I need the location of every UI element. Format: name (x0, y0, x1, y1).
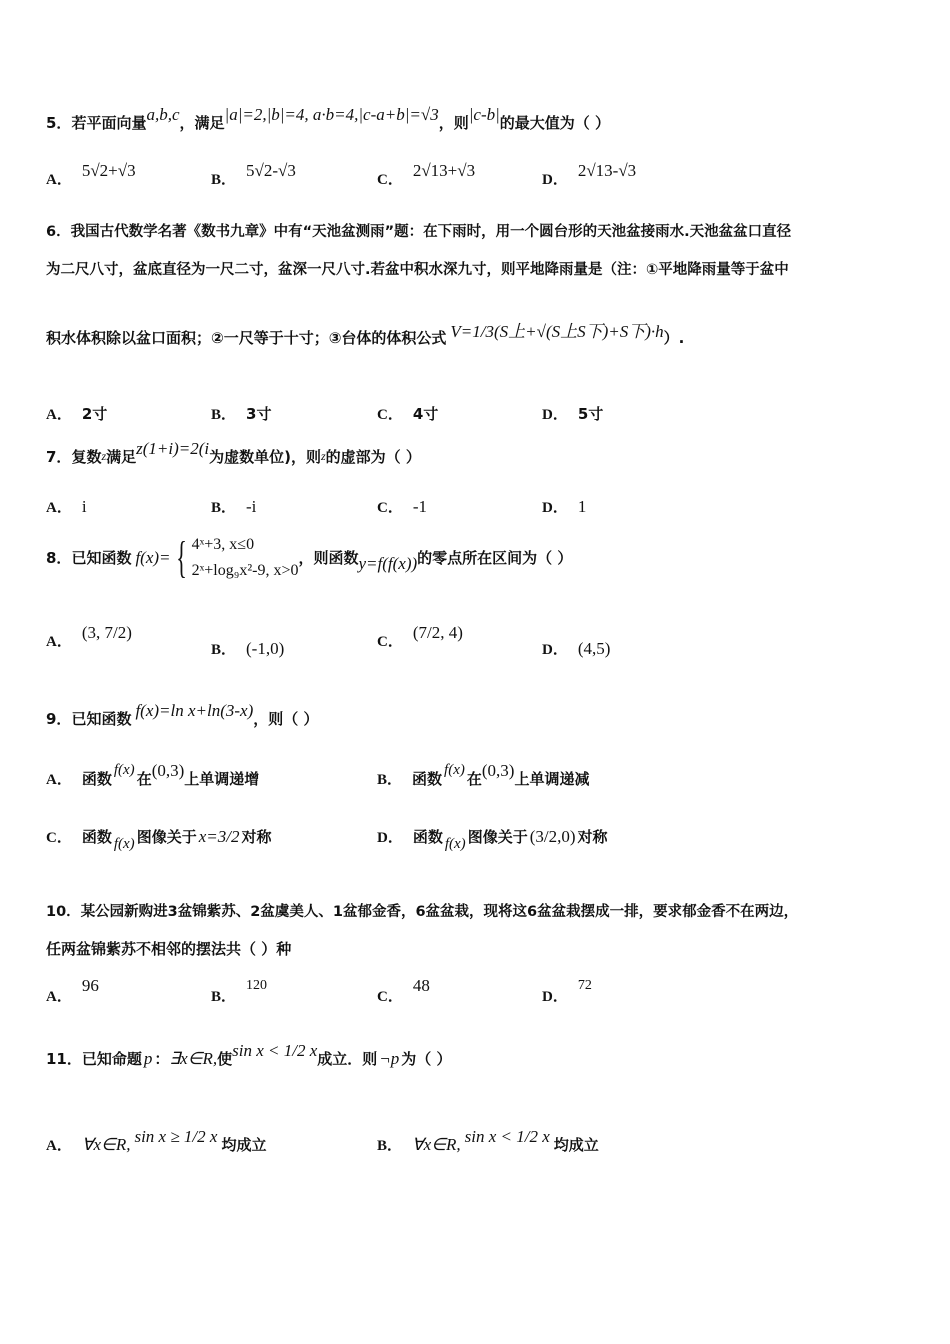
q6-option-b[interactable] (211, 403, 271, 424)
option-label: B． (211, 407, 237, 423)
q5-text-4: 的最大值为（ ） (499, 114, 611, 132)
q5-option-b[interactable] (211, 160, 296, 189)
q9-text-2: ，则（ ） (253, 710, 319, 728)
q5-option-a[interactable] (46, 160, 136, 189)
q8-option-a[interactable] (46, 622, 132, 650)
option-label: B． (211, 172, 237, 188)
option-label: A． (46, 500, 72, 516)
q9-text-1: 已知函数 (71, 710, 132, 728)
q7-option-a[interactable] (46, 496, 87, 517)
q9-option-a[interactable] (46, 760, 260, 789)
q10-number: 10． (46, 904, 81, 920)
q11-exists: ∃x∈R, (169, 1048, 218, 1068)
option-label: A． (46, 172, 72, 188)
option-value: 120 (246, 977, 268, 993)
option-value: 2√13+√3 (412, 160, 476, 180)
option-value: 1 (577, 496, 587, 516)
option-value: 2寸 (81, 405, 108, 423)
option-label: D． (542, 642, 568, 658)
q10-line-2 (46, 938, 291, 959)
q8-text-2: ，则函数 (298, 549, 359, 568)
option-label: A． (46, 407, 72, 423)
q9-option-c[interactable] (46, 826, 272, 852)
option-math: f(x) (113, 836, 135, 852)
option-text: 图像关于 (136, 828, 197, 846)
q10-text-2: 任两盆锦紫苏不相邻的摆法共（ ）种 (46, 940, 292, 958)
option-text: 在 (466, 770, 482, 788)
q8-option-c[interactable] (377, 622, 463, 650)
q10-option-a[interactable] (46, 975, 99, 1005)
option-label: B． (377, 1138, 403, 1154)
option-label: B． (211, 642, 237, 658)
option-text: 对称 (577, 828, 608, 846)
q7-option-b[interactable] (211, 496, 256, 517)
option-math: sin x < 1/2 x (464, 1126, 550, 1146)
q9-option-d[interactable] (377, 826, 608, 852)
option-label: B． (377, 772, 403, 788)
q8-cases (192, 532, 299, 583)
q9-option-b[interactable] (377, 760, 590, 789)
option-text: 上单调递增 (184, 770, 260, 788)
option-label: A． (46, 1138, 72, 1154)
option-value: 4寸 (412, 405, 439, 423)
option-label: A． (46, 989, 72, 1005)
option-label: D． (542, 407, 568, 423)
option-label: C． (46, 830, 72, 846)
q7-z: z (101, 449, 107, 463)
q8-number: 8． (46, 549, 72, 568)
q8-option-b[interactable] (211, 638, 284, 659)
option-label: D． (377, 830, 403, 846)
option-math: f(x) (444, 762, 465, 778)
q7-text-2: 满足 (106, 448, 137, 466)
option-math: x=3/2 (198, 826, 240, 846)
option-text: 函数 (412, 770, 443, 788)
option-value: (7/2, 4) (412, 622, 463, 642)
option-label: D． (542, 500, 568, 516)
q8-text-1: 已知函数 (71, 549, 132, 568)
option-math: (0,3) (481, 760, 515, 780)
option-label: C． (377, 172, 403, 188)
option-label: C． (377, 407, 403, 423)
q7-equation: z(1+i)=2(i (136, 438, 210, 458)
option-value: 72 (577, 977, 592, 993)
q5-condition: |a|=2,|b|=4, a·b=4,|c-a+b|=√3 (224, 104, 439, 124)
option-value: 48 (412, 975, 430, 995)
q9-function: f(x)=ln x+ln(3-x) (135, 700, 254, 720)
q6-line-2 (46, 258, 789, 279)
q9-number: 9． (46, 710, 72, 728)
option-label: D． (542, 172, 568, 188)
q7-text-4: 的虚部为（ ） (325, 448, 421, 466)
option-text: 图像关于 (467, 828, 528, 846)
q10-option-c[interactable] (377, 975, 430, 1005)
q6-line-3 (46, 322, 685, 350)
q7-text-1: 复数 (71, 448, 102, 466)
option-text: 对称 (241, 828, 272, 846)
option-value: (-1,0) (246, 638, 285, 658)
option-label: A． (46, 772, 72, 788)
option-text: 函数 (81, 828, 112, 846)
q10-option-d[interactable] (542, 975, 592, 1005)
q11-number: 11． (46, 1050, 82, 1068)
q5-option-d[interactable] (542, 160, 637, 189)
q8-y: y=f(f(x)) (358, 553, 418, 573)
q8-fx: f(x)= (135, 547, 171, 567)
q11-text-3: 使 (217, 1050, 233, 1068)
q11-text-1: 已知命题 (81, 1050, 142, 1068)
q11-text-2: ： (154, 1050, 170, 1068)
q7-z-2: z (321, 449, 326, 463)
q6-tail: ）. (663, 329, 685, 347)
option-label: B． (211, 989, 237, 1005)
q7-stem (46, 438, 421, 467)
q6-text-1: 我国古代数学名著《数书九章》中有“天池盆测雨”题：在下雨时，用一个圆台形的天池盆接雨水.天池盆盆口直径 (70, 224, 792, 240)
q5-text-1: 若平面向量 (71, 114, 147, 132)
q8-stem (46, 532, 572, 583)
q11-text-5: 为（ ） (401, 1050, 452, 1068)
option-text: 上单调递减 (514, 770, 590, 788)
q5-stem (46, 104, 611, 133)
q11-inequality: sin x < 1/2 x (232, 1040, 318, 1060)
option-text: 函数 (81, 770, 112, 788)
option-text: 均成立 (221, 1136, 267, 1154)
q11-option-a[interactable] (46, 1126, 267, 1155)
q10-line-1 (46, 900, 798, 921)
option-label: D． (542, 989, 568, 1005)
q7-option-d[interactable] (542, 496, 586, 517)
q6-formula: V=1/3(S上+√(S上S下)+S下)·h (450, 322, 664, 341)
option-value: (3, 7/2) (81, 622, 132, 642)
option-math: f(x) (444, 836, 466, 852)
option-math: (3/2,0) (529, 826, 576, 846)
q6-option-d[interactable] (542, 403, 603, 424)
option-value: 5寸 (577, 405, 604, 423)
option-value: -1 (412, 496, 428, 516)
option-label: A． (46, 634, 72, 650)
q6-number: 6． (46, 224, 71, 240)
q7-number: 7． (46, 448, 72, 466)
option-value: 3寸 (246, 405, 272, 423)
option-math: f(x) (113, 762, 135, 778)
q6-text-3: 积水体积除以盆口面积；②一尺等于十寸；③台体的体积公式 (46, 329, 447, 347)
q10-text-1: 某公园新购进3盆锦紫苏、2盆虞美人、1盆郁金香，6盆盆栽，现将这6盆盆栽摆成一排，要求郁金香不在两边， (80, 904, 799, 920)
option-value: (4,5) (577, 638, 611, 658)
option-label: C． (377, 634, 403, 650)
q11-option-b[interactable] (377, 1126, 599, 1155)
q5-text-3: ，则 (438, 114, 469, 132)
q8-option-d[interactable] (542, 638, 610, 659)
q5-number: 5． (46, 114, 72, 132)
option-math: ∀x∈R, (81, 1134, 131, 1154)
option-text: 在 (136, 770, 152, 788)
q6-line-1 (46, 220, 791, 241)
q11-stem (46, 1040, 452, 1069)
option-value: 5√2-√3 (246, 160, 296, 180)
q10-option-b[interactable] (211, 975, 268, 1005)
q7-text-3: 为虚数单位)，则 (209, 448, 321, 466)
q6-option-c[interactable] (377, 403, 438, 424)
option-label: C． (377, 989, 403, 1005)
option-value: -i (246, 496, 257, 516)
q11-not-p: ¬p (379, 1048, 400, 1068)
option-value: 96 (81, 975, 99, 995)
q7-option-c[interactable] (377, 496, 427, 517)
q6-text-2: 为二尺八寸，盆底直径为一尺二寸，盆深一尺八寸.若盆中积水深九寸，则平地降雨量是（注：①平地降雨量等于盆中 (46, 262, 789, 278)
q5-expression: |c-b| (468, 104, 500, 124)
option-text: 均成立 (553, 1136, 599, 1154)
q8-brace: { (175, 532, 187, 582)
option-value: i (81, 496, 87, 516)
q8-case-1: 4ˣ+3, x≤0 (191, 536, 255, 553)
q11-text-4: 成立．则 (317, 1050, 378, 1068)
q11-p: p (143, 1048, 153, 1068)
q5-text-2: ，满足 (179, 114, 225, 132)
option-label: C． (377, 500, 403, 516)
option-math: (0,3) (151, 760, 185, 780)
q5-vectors: a,b,c (146, 104, 180, 124)
option-text: 函数 (412, 828, 443, 846)
option-math: ∀x∈R, (412, 1134, 461, 1154)
q8-text-3: 的零点所在区间为（ ） (417, 549, 573, 568)
option-label: B． (211, 500, 237, 516)
q6-option-a[interactable] (46, 403, 107, 424)
q9-stem (46, 700, 319, 729)
option-value: 5√2+√3 (81, 160, 136, 180)
q8-case-2: 2ˣ+log₉x²-9, x>0 (191, 561, 299, 579)
q5-option-c[interactable] (377, 160, 476, 189)
option-math: sin x ≥ 1/2 x (134, 1126, 218, 1146)
option-value: 2√13-√3 (577, 160, 637, 180)
